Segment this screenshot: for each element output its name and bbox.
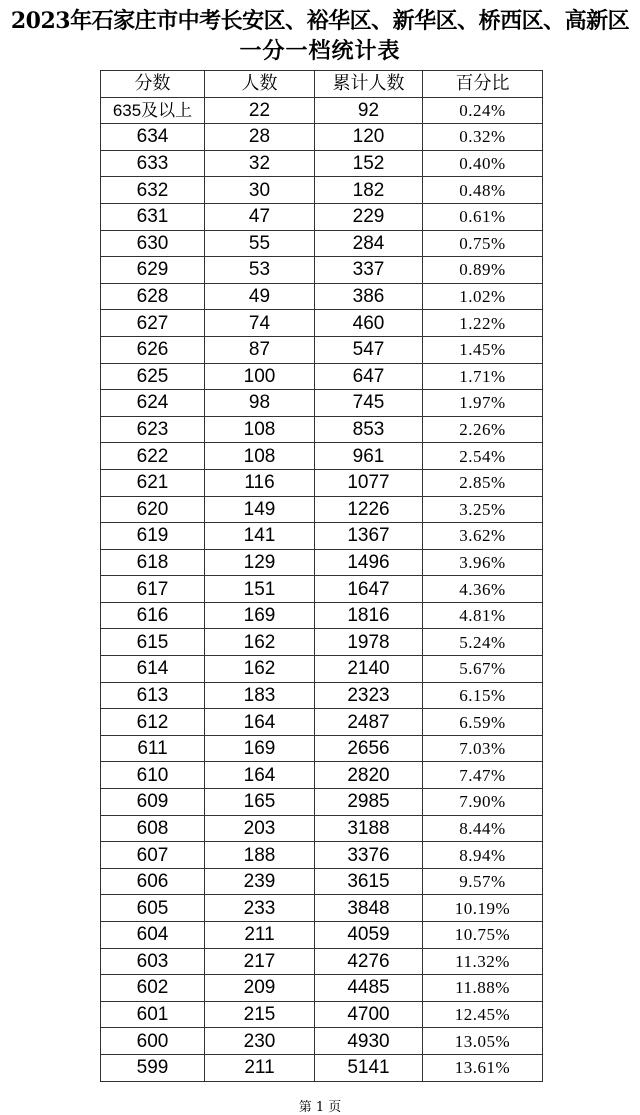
cell-percent: 13.05%: [423, 1028, 543, 1055]
cell-cumulative: 647: [315, 363, 423, 390]
table-row: [101, 709, 543, 736]
cell-percent: 1.02%: [423, 283, 543, 310]
cell-percent: 10.19%: [423, 895, 543, 922]
cell-score: 632: [101, 177, 205, 204]
cell-score: 610: [101, 762, 205, 789]
cell-percent: 7.03%: [423, 735, 543, 762]
table-body: [101, 97, 543, 1081]
cell-count: 165: [205, 789, 315, 816]
cell-percent: 1.45%: [423, 336, 543, 363]
table-row: [101, 336, 543, 363]
cell-percent: 0.40%: [423, 150, 543, 177]
cell-percent: 5.67%: [423, 656, 543, 683]
cell-count: 87: [205, 336, 315, 363]
cell-percent: 8.44%: [423, 815, 543, 842]
cell-count: 215: [205, 1001, 315, 1028]
table-row: [101, 656, 543, 683]
cell-score: 621: [101, 469, 205, 496]
cell-percent: 13.61%: [423, 1054, 543, 1081]
cell-cumulative: 4700: [315, 1001, 423, 1028]
cell-cumulative: 2656: [315, 735, 423, 762]
table-row: [101, 682, 543, 709]
cell-percent: 6.59%: [423, 709, 543, 736]
cell-score: 603: [101, 948, 205, 975]
cell-count: 169: [205, 735, 315, 762]
cell-count: 162: [205, 629, 315, 656]
cell-count: 74: [205, 310, 315, 337]
cell-cumulative: 3848: [315, 895, 423, 922]
cell-score: 608: [101, 815, 205, 842]
cell-cumulative: 2323: [315, 682, 423, 709]
cell-count: 183: [205, 682, 315, 709]
table-row: [101, 203, 543, 230]
table-row: [101, 469, 543, 496]
cell-score: 633: [101, 150, 205, 177]
cell-percent: 10.75%: [423, 922, 543, 949]
cell-cumulative: 120: [315, 124, 423, 151]
cell-count: 28: [205, 124, 315, 151]
cell-count: 233: [205, 895, 315, 922]
cell-cumulative: 4485: [315, 975, 423, 1002]
table-row: [101, 629, 543, 656]
cell-score: 611: [101, 735, 205, 762]
cell-score: 613: [101, 682, 205, 709]
cell-cumulative: 460: [315, 310, 423, 337]
cell-cumulative: 2140: [315, 656, 423, 683]
cell-cumulative: 92: [315, 97, 423, 124]
cell-count: 203: [205, 815, 315, 842]
cell-cumulative: 5141: [315, 1054, 423, 1081]
table-row: [101, 576, 543, 603]
cell-count: 22: [205, 97, 315, 124]
cell-score: 620: [101, 496, 205, 523]
cell-percent: 6.15%: [423, 682, 543, 709]
cell-score: 601: [101, 1001, 205, 1028]
cell-score: 623: [101, 416, 205, 443]
cell-score: 612: [101, 709, 205, 736]
page-number: 第 1 页: [298, 1100, 342, 1115]
cell-count: 164: [205, 762, 315, 789]
cell-cumulative: 4276: [315, 948, 423, 975]
cell-score: 628: [101, 283, 205, 310]
cell-count: 55: [205, 230, 315, 257]
table-row: [101, 257, 543, 284]
cell-percent: 2.26%: [423, 416, 543, 443]
table-row: [101, 496, 543, 523]
cell-score: 634: [101, 124, 205, 151]
cell-percent: 1.71%: [423, 363, 543, 390]
cell-percent: 7.90%: [423, 789, 543, 816]
cell-score: 605: [101, 895, 205, 922]
table-row: [101, 815, 543, 842]
cell-percent: 0.61%: [423, 203, 543, 230]
cell-score: 622: [101, 443, 205, 470]
table-row: [101, 1001, 543, 1028]
cell-score: 624: [101, 390, 205, 417]
cell-cumulative: 853: [315, 416, 423, 443]
cell-cumulative: 1978: [315, 629, 423, 656]
table-row: [101, 310, 543, 337]
table-row: [101, 443, 543, 470]
table-row: [101, 523, 543, 550]
cell-count: 164: [205, 709, 315, 736]
cell-score: 618: [101, 549, 205, 576]
table-row: [101, 283, 543, 310]
cell-count: 30: [205, 177, 315, 204]
cell-cumulative: 2820: [315, 762, 423, 789]
table-row: [101, 602, 543, 629]
cell-cumulative: 1816: [315, 602, 423, 629]
page-title: 2023年石家庄市中考长安区、裕华区、新华区、桥西区、高新区: [10, 8, 630, 34]
table-row: [101, 390, 543, 417]
cell-cumulative: 2487: [315, 709, 423, 736]
cell-count: 149: [205, 496, 315, 523]
cell-count: 53: [205, 257, 315, 284]
cell-count: 98: [205, 390, 315, 417]
cell-score: 607: [101, 842, 205, 869]
cell-cumulative: 1647: [315, 576, 423, 603]
cell-percent: 2.85%: [423, 469, 543, 496]
cell-percent: 0.32%: [423, 124, 543, 151]
column-header-count: 人数: [205, 71, 315, 98]
cell-percent: 5.24%: [423, 629, 543, 656]
cell-percent: 0.24%: [423, 97, 543, 124]
cell-score: 615: [101, 629, 205, 656]
table-row: [101, 1028, 543, 1055]
cell-percent: 12.45%: [423, 1001, 543, 1028]
cell-score: 602: [101, 975, 205, 1002]
cell-score: 627: [101, 310, 205, 337]
cell-percent: 4.36%: [423, 576, 543, 603]
cell-count: 169: [205, 602, 315, 629]
table-row: [101, 230, 543, 257]
cell-score: 616: [101, 602, 205, 629]
cell-score: 630: [101, 230, 205, 257]
table-row: [101, 922, 543, 949]
column-header-percent: 百分比: [423, 71, 543, 98]
cell-count: 151: [205, 576, 315, 603]
table-row: [101, 150, 543, 177]
cell-cumulative: 1496: [315, 549, 423, 576]
cell-percent: 0.75%: [423, 230, 543, 257]
cell-score: 626: [101, 336, 205, 363]
cell-score: 631: [101, 203, 205, 230]
cell-score: 619: [101, 523, 205, 550]
cell-score: 609: [101, 789, 205, 816]
cell-count: 217: [205, 948, 315, 975]
cell-score: 625: [101, 363, 205, 390]
table-row: [101, 416, 543, 443]
cell-count: 129: [205, 549, 315, 576]
table-row: [101, 948, 543, 975]
cell-score: 629: [101, 257, 205, 284]
cell-cumulative: 182: [315, 177, 423, 204]
table-row: [101, 762, 543, 789]
cell-cumulative: 745: [315, 390, 423, 417]
cell-count: 108: [205, 416, 315, 443]
table-row: [101, 789, 543, 816]
cell-score: 614: [101, 656, 205, 683]
cell-percent: 4.81%: [423, 602, 543, 629]
cell-count: 211: [205, 1054, 315, 1081]
cell-percent: 7.47%: [423, 762, 543, 789]
table-header-row: [101, 71, 543, 98]
cell-cumulative: 961: [315, 443, 423, 470]
cell-cumulative: 229: [315, 203, 423, 230]
cell-count: 188: [205, 842, 315, 869]
cell-count: 47: [205, 203, 315, 230]
cell-percent: 0.48%: [423, 177, 543, 204]
page-subtitle: 一分一档统计表: [239, 38, 401, 64]
score-table: [100, 70, 543, 1082]
cell-score: 617: [101, 576, 205, 603]
cell-cumulative: 1226: [315, 496, 423, 523]
table-row: [101, 868, 543, 895]
cell-cumulative: 4930: [315, 1028, 423, 1055]
cell-percent: 1.22%: [423, 310, 543, 337]
table-row: [101, 97, 543, 124]
cell-percent: 11.88%: [423, 975, 543, 1002]
cell-cumulative: 4059: [315, 922, 423, 949]
cell-score: 635及以上: [101, 97, 205, 124]
cell-count: 230: [205, 1028, 315, 1055]
cell-percent: 3.25%: [423, 496, 543, 523]
cell-percent: 0.89%: [423, 257, 543, 284]
cell-percent: 3.62%: [423, 523, 543, 550]
table-row: [101, 177, 543, 204]
cell-count: 141: [205, 523, 315, 550]
table-row: [101, 124, 543, 151]
cell-cumulative: 3376: [315, 842, 423, 869]
table-row: [101, 1054, 543, 1081]
cell-count: 239: [205, 868, 315, 895]
cell-cumulative: 337: [315, 257, 423, 284]
cell-count: 32: [205, 150, 315, 177]
table-row: [101, 895, 543, 922]
cell-percent: 1.97%: [423, 390, 543, 417]
cell-count: 108: [205, 443, 315, 470]
cell-percent: 2.54%: [423, 443, 543, 470]
cell-score: 599: [101, 1054, 205, 1081]
cell-cumulative: 284: [315, 230, 423, 257]
cell-percent: 8.94%: [423, 842, 543, 869]
cell-count: 211: [205, 922, 315, 949]
table-row: [101, 363, 543, 390]
cell-cumulative: 2985: [315, 789, 423, 816]
table-row: [101, 549, 543, 576]
cell-score: 606: [101, 868, 205, 895]
cell-cumulative: 3188: [315, 815, 423, 842]
cell-score: 604: [101, 922, 205, 949]
cell-count: 100: [205, 363, 315, 390]
table-row: [101, 735, 543, 762]
table-row: [101, 842, 543, 869]
cell-cumulative: 547: [315, 336, 423, 363]
table-row: [101, 975, 543, 1002]
cell-percent: 11.32%: [423, 948, 543, 975]
cell-score: 600: [101, 1028, 205, 1055]
cell-count: 209: [205, 975, 315, 1002]
column-header-score: 分数: [101, 71, 205, 98]
cell-cumulative: 152: [315, 150, 423, 177]
column-header-cumulative: 累计人数: [315, 71, 423, 98]
cell-percent: 9.57%: [423, 868, 543, 895]
cell-cumulative: 386: [315, 283, 423, 310]
cell-count: 116: [205, 469, 315, 496]
cell-count: 162: [205, 656, 315, 683]
cell-count: 49: [205, 283, 315, 310]
cell-cumulative: 1367: [315, 523, 423, 550]
cell-cumulative: 3615: [315, 868, 423, 895]
cell-cumulative: 1077: [315, 469, 423, 496]
cell-percent: 3.96%: [423, 549, 543, 576]
